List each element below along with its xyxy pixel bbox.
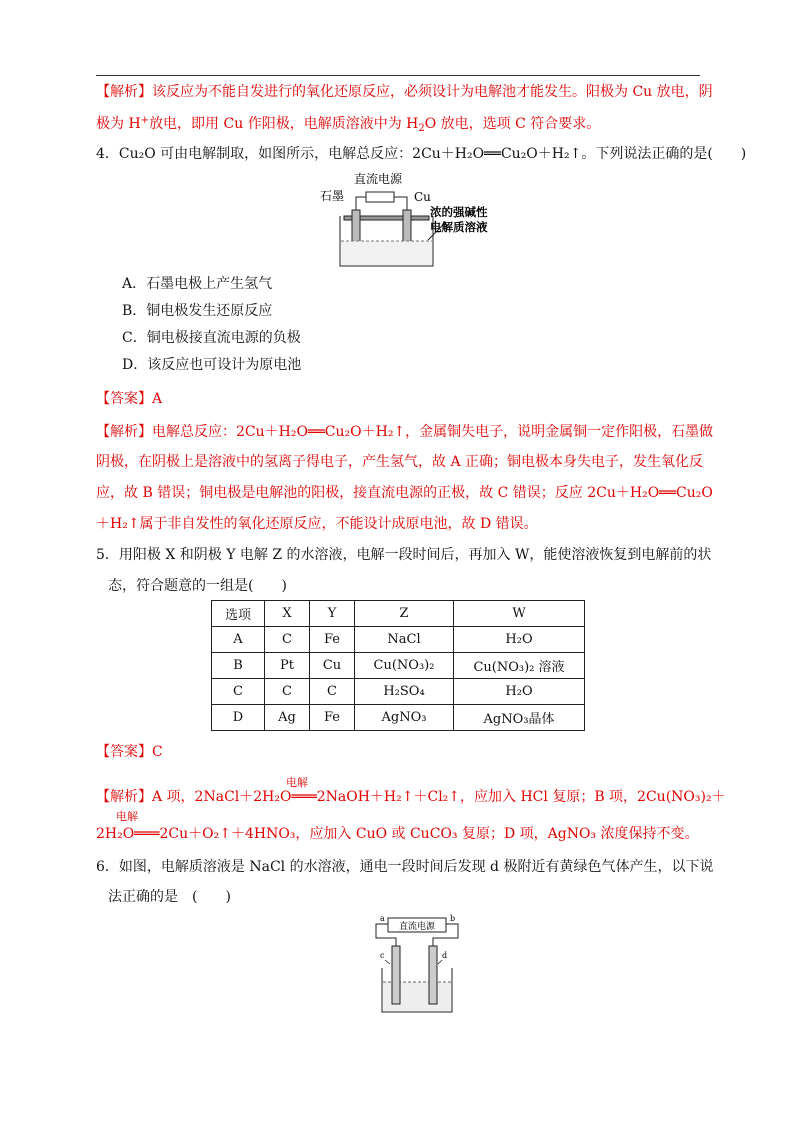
q6-label-d: d <box>442 951 448 960</box>
q6-electrode-d <box>429 946 437 1004</box>
table-row <box>212 627 585 653</box>
table-row <box>212 653 585 679</box>
q6-label-a: a <box>380 914 385 923</box>
table-header-cell: Y <box>310 601 355 627</box>
q5-condition-label-2: 电解 <box>116 810 138 823</box>
table-cell: A <box>212 627 265 653</box>
q4-solution-label-2: 电解质溶液 <box>430 220 488 234</box>
table-cell: C <box>310 679 355 705</box>
q4-analysis-line-2: 阴极，在阴极上是溶液中的氢离子得电子，产生氢气，故 A 正确；铜电极本身失电子，发生氧化反 <box>96 454 704 470</box>
analysis-tag: 【解析】 <box>96 84 152 100</box>
table-cell: H₂O <box>454 679 585 705</box>
q5-answer: 【答案】C <box>96 744 163 760</box>
table-cell: C <box>265 627 310 653</box>
q6-stem-line-1: 6．如图，电解质溶液是 NaCl 的水溶液，通电一段时间后发现 d 极附近有黄绿色气体产生，以下说 <box>96 859 714 875</box>
q5-condition-label-1: 电解 <box>286 776 308 789</box>
table-header-row <box>212 601 585 627</box>
q4-wire-left <box>356 197 366 210</box>
q4-option-c: C．铜电极接直流电源的负极 <box>122 330 301 346</box>
q5-stem-line-2: 态，符合题意的一组是( ) <box>108 578 287 594</box>
table-header-cell: W <box>454 601 585 627</box>
table-cell: H₂SO₄ <box>355 679 454 705</box>
table-cell: D <box>212 705 265 731</box>
table-cell: B <box>212 653 265 679</box>
q4-cu-label: Cu <box>414 190 431 204</box>
q6-callout-d <box>438 960 442 964</box>
q4-answer: 【答案】A <box>96 391 163 407</box>
q6-label-c: c <box>380 951 385 960</box>
table-header-cell: Z <box>355 601 454 627</box>
table-cell: NaCl <box>355 627 454 653</box>
table-cell: AgNO₃晶体 <box>454 705 585 731</box>
q4-power-box <box>366 192 394 202</box>
analysis-tag: 【解析】 <box>96 424 152 440</box>
q4-stem: 4．Cu₂O 可由电解制取，如图所示，电解总反应：2Cu＋H₂O══Cu₂O＋H₂↑。下列说法正确的是( ) <box>96 146 747 162</box>
q6-label-b: b <box>450 914 456 923</box>
table-cell: Fe <box>310 705 355 731</box>
q4-power-label: 直流电源 <box>354 172 403 186</box>
q3-analysis-line-1: 【解析】该反应为不能自发进行的氧化还原反应，必须设计为电解池才能发生。阳极为 Cu 放电，阴 <box>96 84 713 100</box>
table-cell: Cu(NO₃)₂ <box>355 653 454 679</box>
q4-solution-label-1: 浓的强碱性 <box>430 205 488 219</box>
q4-electrolysis-figure <box>318 168 508 270</box>
q6-stem-line-2: 法正确的是 ( ) <box>108 889 231 905</box>
table-cell: Ag <box>265 705 310 731</box>
q4-option-d: D．该反应也可设计为原电池 <box>122 357 302 373</box>
q4-wire-right <box>394 197 407 210</box>
table-row <box>212 679 585 705</box>
table-header-cell: 选项 <box>212 601 265 627</box>
q6-electrolysis-figure <box>370 912 470 1016</box>
q4-option-a: A．石墨电极上产生氢气 <box>122 276 273 292</box>
table-cell: AgNO₃ <box>355 705 454 731</box>
table-cell: C <box>265 679 310 705</box>
table-row <box>212 705 585 731</box>
q6-power-label: 直流电源 <box>398 922 436 932</box>
table-cell: H₂O <box>454 627 585 653</box>
table-header-cell: X <box>265 601 310 627</box>
q4-analysis-line-4: ＋H₂↑属于非自发性的氧化还原反应，不能设计成原电池，故 D 错误。 <box>96 516 538 532</box>
table-cell: Cu(NO₃)₂ 溶液 <box>454 653 585 679</box>
q6-callout-c <box>385 960 390 964</box>
table-cell: Cu <box>310 653 355 679</box>
q5-analysis-line-1: 【解析】A 项，2NaCl＋2H₂O═══2NaOH＋H₂↑＋Cl₂↑，应加入 HCl 复原；B 项，2Cu(NO₃)₂＋ <box>96 789 726 805</box>
q4-analysis-line-1: 【解析】电解总反应：2Cu＋H₂O══Cu₂O＋H₂↑，金属铜失电子，说明金属铜一定作阳极，石墨做 <box>96 424 714 440</box>
q5-stem-line-1: 5．用阳极 X 和阴极 Y 电解 Z 的水溶液，电解一段时间后，再加入 W，能使溶液恢复到电解前的状 <box>96 547 712 563</box>
table-cell: Pt <box>265 653 310 679</box>
table-cell: C <box>212 679 265 705</box>
table-cell: Fe <box>310 627 355 653</box>
q4-graphite-label: 石墨 <box>320 189 345 203</box>
q4-option-b: B．铜电极发生还原反应 <box>122 303 273 319</box>
q4-analysis-line-3: 应，故 B 错误；铜电极是电解池的阳极，接直流电源的正极，故 C 错误；反应 2Cu＋H₂O══Cu₂O <box>96 485 713 501</box>
q3-analysis-line-2: 极为 H+放电，即用 Cu 作阳极，电解质溶液中为 $H_2O$ 放电，选项 C 符合要求。 <box>96 115 601 134</box>
q4-solution <box>341 241 432 265</box>
header-rule <box>96 75 700 76</box>
q6-electrode-c <box>392 946 400 1004</box>
q5-options-table <box>211 600 585 731</box>
q5-analysis-line-2: 2H₂O═══2Cu＋O₂↑＋4HNO₃，应加入 CuO 或 CuCO₃ 复原；D 项，AgNO₃ 浓度保持不变。 <box>96 826 699 842</box>
